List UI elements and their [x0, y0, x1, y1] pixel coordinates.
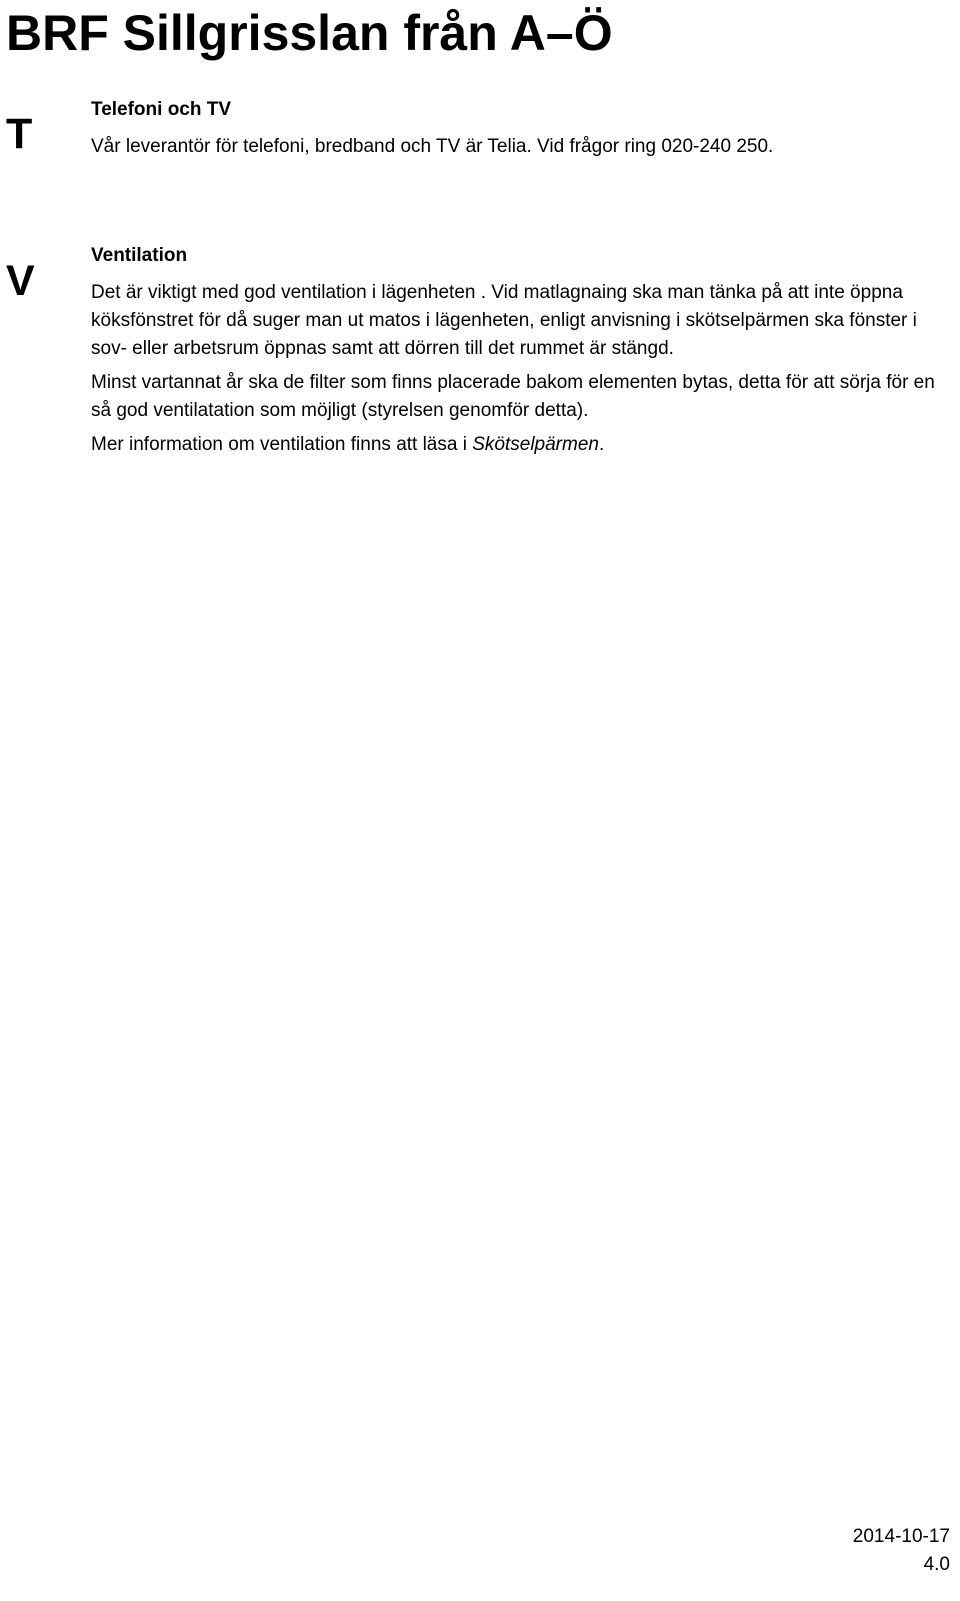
footer-date: 2014-10-17	[852, 1526, 950, 1547]
section-letter-t: T	[6, 110, 33, 158]
page-footer	[853, 1523, 950, 1579]
section-telefoni	[91, 96, 949, 161]
footer-version: 4.0	[923, 1554, 950, 1575]
section-heading-telefoni: Telefoni och TV	[91, 99, 232, 120]
filter-paragraph: Minst vartannat år ska de filter som finns placerade bakom elementen bytas, detta för att sörja för en så god ventilatation som möjligt (styrelsen genomför detta).	[91, 372, 935, 421]
section-heading-ventilation: Ventilation	[91, 245, 188, 266]
document-title: BRF Sillgrisslan från A–Ö	[6, 5, 613, 61]
telefoni-paragraph: Vår leverantör för telefoni, bredband och TV är Telia. Vid frågor ring 020-240 250.	[91, 136, 774, 157]
more-info-paragraph	[91, 431, 949, 459]
more-info-suffix: .	[598, 434, 605, 455]
more-info-prefix: Mer information om ventilation finns att läsa i	[91, 434, 473, 455]
section-letter-v: V	[6, 257, 35, 305]
section-ventilation	[91, 242, 949, 459]
ventilation-paragraph: Det är viktigt med god ventilation i lägenheten . Vid matlagnaing ska man tänka på att inte öppna köksfönstret för då suger man ut matos i lägenheten, enligt anvisning i skötselpärmen ska fönster i sov- eller arbetsrum öppnas samt att dörren till det rummet är stängd.	[91, 282, 917, 359]
skotselparmen-reference: Skötselpärmen	[472, 434, 599, 455]
